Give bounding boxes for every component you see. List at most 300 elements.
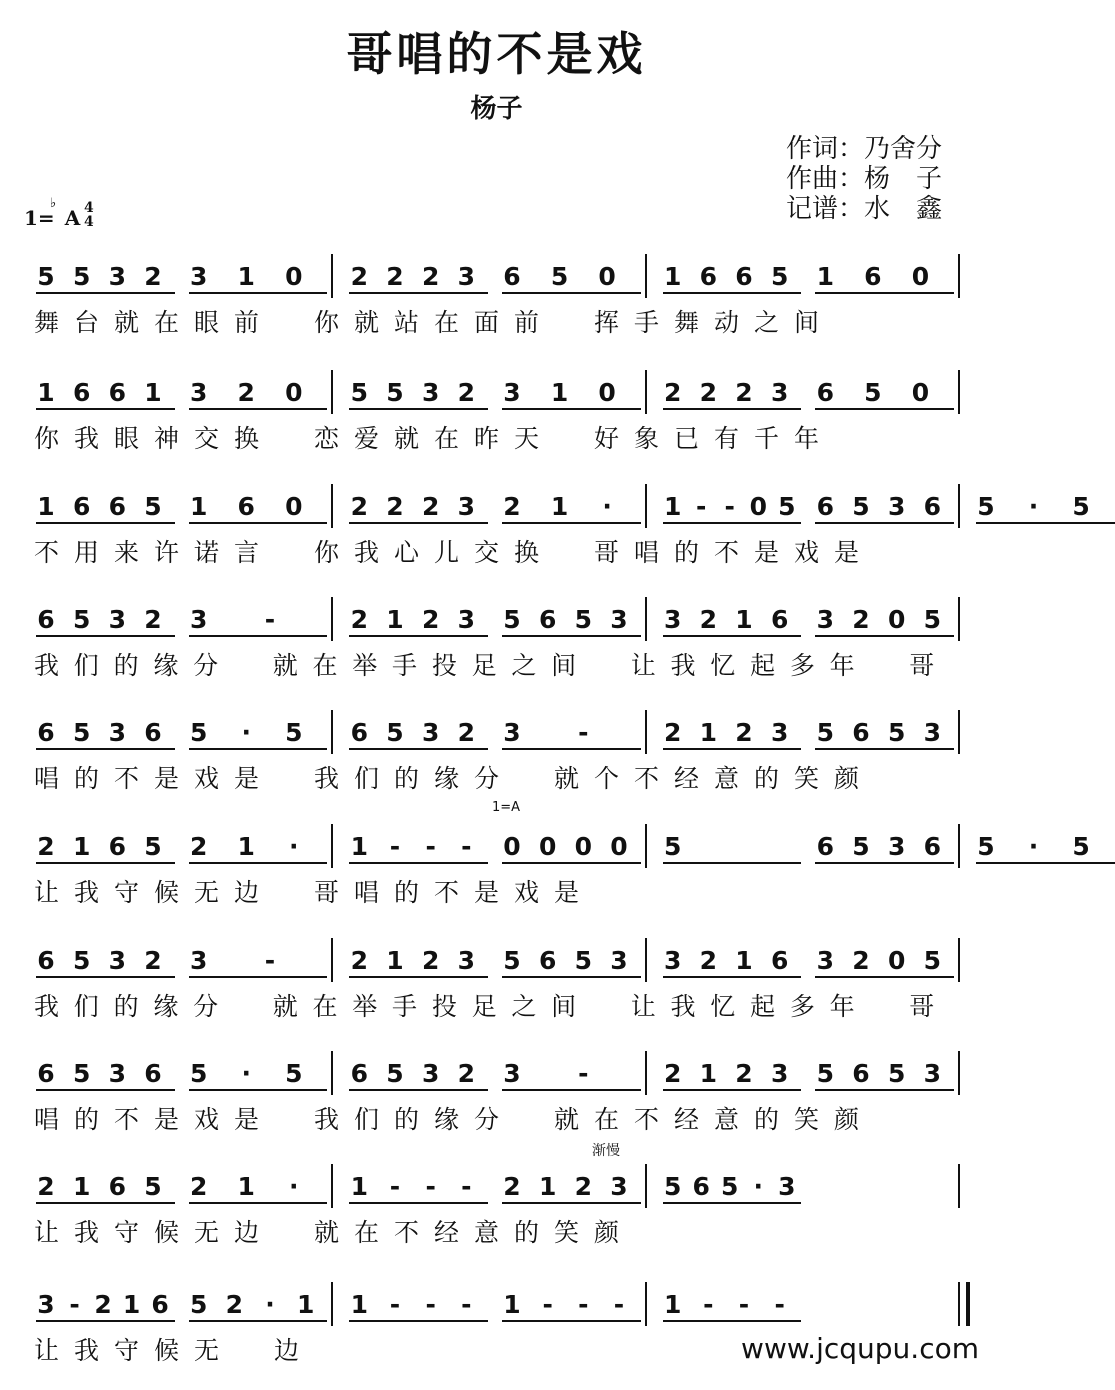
lyric-char: 在 [354,1218,380,1247]
note: 6 [770,946,789,975]
note: - [461,1290,472,1319]
lyric-char: 颜 [834,764,860,793]
note: 1 [538,1172,557,1201]
beam-underline [663,522,802,524]
lyric-char: 是 [234,1105,260,1134]
note: 1 [503,1290,521,1319]
beam-underline [815,862,954,864]
note: 5 [386,1059,404,1088]
barline [645,597,647,641]
note: 3 [457,946,476,975]
note: 2 [421,946,440,975]
lyric-char: 你 [314,308,340,337]
note: 2 [237,378,255,407]
lyrics-row [28,424,973,458]
note: 5 [923,946,942,975]
note: 6 [108,1172,127,1201]
staff-system [28,946,973,1046]
notes-row [28,1059,973,1099]
lyric-char: 哥 [314,878,340,907]
barline [331,1282,333,1326]
key-prefix: 1= [24,206,55,230]
singer-name: 杨子 [470,94,523,124]
note: 6 [923,492,942,521]
note: 3 [457,262,476,291]
lyric-char: 年 [829,992,855,1021]
lyric-char: 恋 [314,424,340,453]
lyric-char: 的 [394,764,420,793]
lyric-char: 让 [630,992,656,1021]
note: 3 [610,605,628,634]
note: 3 [770,1059,789,1088]
barline [331,824,333,868]
note: 1 [189,492,208,521]
barline [331,484,333,528]
beam-underline [36,408,175,410]
note: 6 [350,718,369,747]
lyric-char: 诺 [194,538,220,567]
note: 5 [72,1059,91,1088]
note: 5 [72,946,91,975]
note: - [264,605,276,634]
note: 5 [887,1059,906,1088]
barline [331,1164,333,1208]
note: 5 [663,832,682,861]
tempo-mark: 渐慢 [592,1143,620,1159]
note: - [774,1290,785,1319]
lyric-char: 边 [234,1218,260,1247]
beam-underline [36,1089,175,1091]
note: 5 [852,832,870,861]
note: 1 [72,1172,91,1201]
note: 2 [37,1172,55,1201]
note: 5 [778,492,796,521]
barline [645,1051,647,1095]
note: 6 [37,605,55,634]
note: 3 [610,946,628,975]
note: · [753,1172,764,1201]
note: 1 [386,946,404,975]
note: 0 [911,378,930,407]
note: 6 [692,1172,710,1201]
beam-underline [189,522,328,524]
note: 3 [421,378,440,407]
note: 5 [144,832,162,861]
lyric-char: 不 [434,878,460,907]
note: 5 [816,1059,835,1088]
note: - [425,1172,436,1201]
lyric-char: 的 [113,651,139,680]
credits [786,134,942,224]
note: 5 [574,605,593,634]
lyric-char: 们 [354,764,380,793]
note: - [578,1290,589,1319]
composer-credit: 作曲：杨 子 [786,164,943,194]
lyric-char: 就 [114,308,140,337]
lyric-char: 起 [750,651,776,680]
lyric-char: 是 [754,538,780,567]
note: 0 [887,946,906,975]
note: 5 [977,492,995,521]
note: 2 [350,262,369,291]
lyric-char: 候 [154,878,180,907]
beam-underline [815,408,954,410]
staff-system [28,1172,973,1272]
lyric-char: 在 [434,308,460,337]
lyric-char: 缘 [153,651,179,680]
lyric-char: 哥 [594,538,620,567]
barline [645,254,647,298]
lyric-char: 是 [834,538,860,567]
note: 0 [285,378,303,407]
lyric-char: 眼 [194,308,220,337]
lyric-char: 之 [511,651,537,680]
note: 5 [285,718,303,747]
staff-system [28,492,1090,592]
lyric-char: 不 [34,538,60,567]
note: 2 [350,492,369,521]
barline [645,938,647,982]
note: - [461,832,472,861]
note: 6 [37,1059,55,1088]
lyric-char: 投 [431,651,457,680]
note: 5 [816,718,835,747]
beam-underline [189,1089,328,1091]
beam-underline [349,862,488,864]
note: - [389,832,401,861]
note: 3 [37,1290,55,1319]
note: 6 [699,262,718,291]
lyric-char: 哥 [909,992,935,1021]
barline [331,254,333,298]
note: 3 [816,605,835,634]
beam-underline [663,292,802,294]
notes-row [28,605,973,645]
lyrics-row [28,1218,973,1252]
note: 6 [108,378,127,407]
lyric-char: 台 [74,308,100,337]
note: 3 [503,1059,521,1088]
barline [958,484,960,528]
lyric-char: 戏 [514,878,540,907]
beam-underline [663,635,802,637]
lyric-char: 间 [551,651,577,680]
note: 0 [911,262,930,291]
lyric-char: 笑 [794,764,820,793]
lyric-char: 唱 [34,1105,60,1134]
note: - [613,1290,625,1319]
time-signature: 4 4 [84,200,94,230]
note: 3 [778,1172,796,1201]
lyric-char: 面 [474,308,500,337]
note: 1 [699,718,718,747]
note: 5 [144,492,162,521]
lyric-char: 神 [154,424,180,453]
lyric-char: 守 [114,1218,140,1247]
lyric-char: 天 [514,424,540,453]
lyric-char: 无 [194,878,220,907]
note: 6 [852,718,870,747]
lyric-char: 不 [634,1105,660,1134]
note: 2 [503,1172,521,1201]
note: 2 [699,946,718,975]
lyric-char: 在 [154,308,180,337]
note: 3 [189,378,208,407]
note: 6 [237,492,255,521]
note: 1 [735,946,753,975]
note: 6 [852,1059,870,1088]
note: - [69,1290,80,1319]
lyric-char: 手 [392,651,418,680]
lyric-char: 颜 [834,1105,860,1134]
note: 2 [350,605,369,634]
beam-underline [502,292,641,294]
beam-underline [502,748,641,750]
note: 3 [610,1172,628,1201]
note: 0 [610,832,628,861]
note: 3 [503,718,521,747]
lyric-char: 象 [634,424,660,453]
lyric-char: 在 [312,992,338,1021]
lyrics-row [28,651,973,685]
beam-underline [349,1320,488,1322]
note: 2 [574,1172,593,1201]
note: 3 [457,492,476,521]
note: 6 [37,946,55,975]
note: 5 [386,378,404,407]
beam-underline [663,862,802,864]
note: - [389,1290,401,1319]
lyric-char: 缘 [434,764,460,793]
note: 2 [663,378,682,407]
lyricist-credit: 作词：乃舍分 [786,134,943,164]
lyric-char: 候 [154,1336,180,1365]
lyric-char: 缘 [434,1105,460,1134]
lyric-char: 不 [394,1218,420,1247]
note: 2 [225,1290,244,1319]
beam-underline [976,862,1115,864]
note: · [1028,832,1039,861]
note: 2 [386,262,404,291]
lyric-char: 站 [394,308,420,337]
lyric-char: 就 [394,424,420,453]
lyric-char: 忆 [710,992,736,1021]
lyric-char: 戏 [794,538,820,567]
lyric-char: 前 [514,308,540,337]
lyric-char: 我 [74,424,100,453]
beam-underline [189,862,328,864]
lyric-char: 前 [234,308,260,337]
barline [958,1051,960,1095]
note: 1 [550,492,569,521]
lyric-char: 不 [114,1105,140,1134]
lyric-char: 的 [514,1218,540,1247]
beam-underline [502,1089,641,1091]
lyric-char: 之 [754,308,780,337]
note: 6 [144,1059,162,1088]
note: 2 [663,718,682,747]
lyric-char: 让 [630,651,656,680]
note: 0 [574,832,593,861]
note: 2 [852,605,870,634]
lyric-char: 边 [234,878,260,907]
lyric-char: 意 [714,1105,740,1134]
key-note: A [64,206,81,230]
lyric-char: 是 [154,764,180,793]
lyric-char: 动 [714,308,740,337]
note: 0 [538,832,557,861]
lyric-char: 交 [194,424,220,453]
note: 3 [108,718,127,747]
beam-underline [502,522,641,524]
note: 1 [237,262,255,291]
note: 1 [237,832,255,861]
beam-underline [36,976,175,978]
notes-row [28,718,973,758]
note: 2 [699,605,718,634]
lyric-char: 让 [34,1336,60,1365]
lyric-char: 笑 [794,1105,820,1134]
staff-system [28,378,973,478]
lyric-char: 们 [73,992,99,1021]
note: 5 [864,378,882,407]
lyric-char: 的 [74,1105,100,1134]
note: - [425,1290,436,1319]
note: 0 [749,492,767,521]
lyric-char: 我 [670,992,696,1021]
lyric-char: 无 [194,1336,220,1365]
note: 5 [923,605,942,634]
note: 3 [503,378,521,407]
lyric-char: 我 [74,1336,100,1365]
note: 3 [421,1059,440,1088]
barline [645,370,647,414]
lyric-char: 哥 [909,651,935,680]
note: 5 [189,1059,208,1088]
note: 2 [699,378,718,407]
note: 3 [189,605,208,634]
note: 3 [457,605,476,634]
note: 6 [37,718,55,747]
note: 2 [852,946,870,975]
note: 5 [37,262,55,291]
lyric-char: 经 [674,764,700,793]
lyric-char: 换 [514,538,540,567]
lyric-char: 起 [750,992,776,1021]
lyric-char: 年 [829,651,855,680]
beam-underline [815,976,954,978]
note: 2 [663,1059,682,1088]
lyric-char: 就 [272,992,298,1021]
note: 1 [386,605,404,634]
note: 1 [37,492,55,521]
note: 3 [108,262,127,291]
note: 5 [770,262,789,291]
lyric-char: 戏 [194,1105,220,1134]
note: · [602,492,612,521]
note: 2 [189,832,208,861]
note: 6 [923,832,942,861]
lyric-char: 分 [474,764,500,793]
note: 6 [770,605,789,634]
note: 2 [144,262,162,291]
staff-system [28,605,973,705]
transcriber-credit: 记谱：水 鑫 [786,194,943,224]
lyric-char: 心 [394,538,420,567]
lyric-char: 好 [594,424,620,453]
note: 3 [108,605,127,634]
note: 5 [574,946,593,975]
lyric-char: 之 [511,992,537,1021]
lyric-char: 在 [434,424,460,453]
beam-underline [663,976,802,978]
note: 1 [816,262,835,291]
note: 2 [421,492,440,521]
beam-underline [815,1089,954,1091]
song-title: 哥唱的不是戏 [346,27,647,81]
note: 3 [887,492,906,521]
staff-system [28,262,973,362]
lyric-char: 经 [674,1105,700,1134]
lyric-char: 足 [471,992,497,1021]
note: - [542,1290,553,1319]
beam-underline [349,1202,488,1204]
note: 1 [550,378,569,407]
note: 6 [538,946,557,975]
modulation-mark: 1=A [492,800,521,815]
lyric-char: 是 [474,878,500,907]
lyric-char: 千 [754,424,780,453]
note: 2 [350,946,369,975]
lyric-char: 手 [392,992,418,1021]
notes-row [28,262,973,302]
lyric-char: 经 [434,1218,460,1247]
staff-system [28,832,1090,932]
note: 2 [457,718,476,747]
note: 6 [816,832,835,861]
beam-underline [663,748,802,750]
note: 5 [72,262,91,291]
note: 0 [503,832,521,861]
beam-underline [189,292,328,294]
beam-underline [189,1320,328,1322]
beam-underline [815,635,954,637]
beam-underline [189,1202,328,1204]
lyric-char: 多 [789,651,815,680]
note: 3 [189,262,208,291]
lyric-char: 无 [194,1218,220,1247]
lyrics-row [28,764,973,798]
note: - [578,718,589,747]
note: 1 [350,832,369,861]
lyric-char: 颜 [594,1218,620,1247]
note: 3 [108,946,127,975]
note: 3 [923,718,942,747]
beam-underline [349,976,488,978]
lyric-char: 挥 [594,308,620,337]
lyric-char: 用 [74,538,100,567]
note: 1 [237,1172,255,1201]
note: 2 [503,492,521,521]
lyric-char: 就 [554,1105,580,1134]
note: 2 [189,1172,208,1201]
lyric-char: 就 [272,651,298,680]
lyric-char: 足 [471,651,497,680]
lyric-char: 我 [354,538,380,567]
note: 5 [1072,492,1090,521]
lyric-char: 来 [114,538,140,567]
beam-underline [349,748,488,750]
